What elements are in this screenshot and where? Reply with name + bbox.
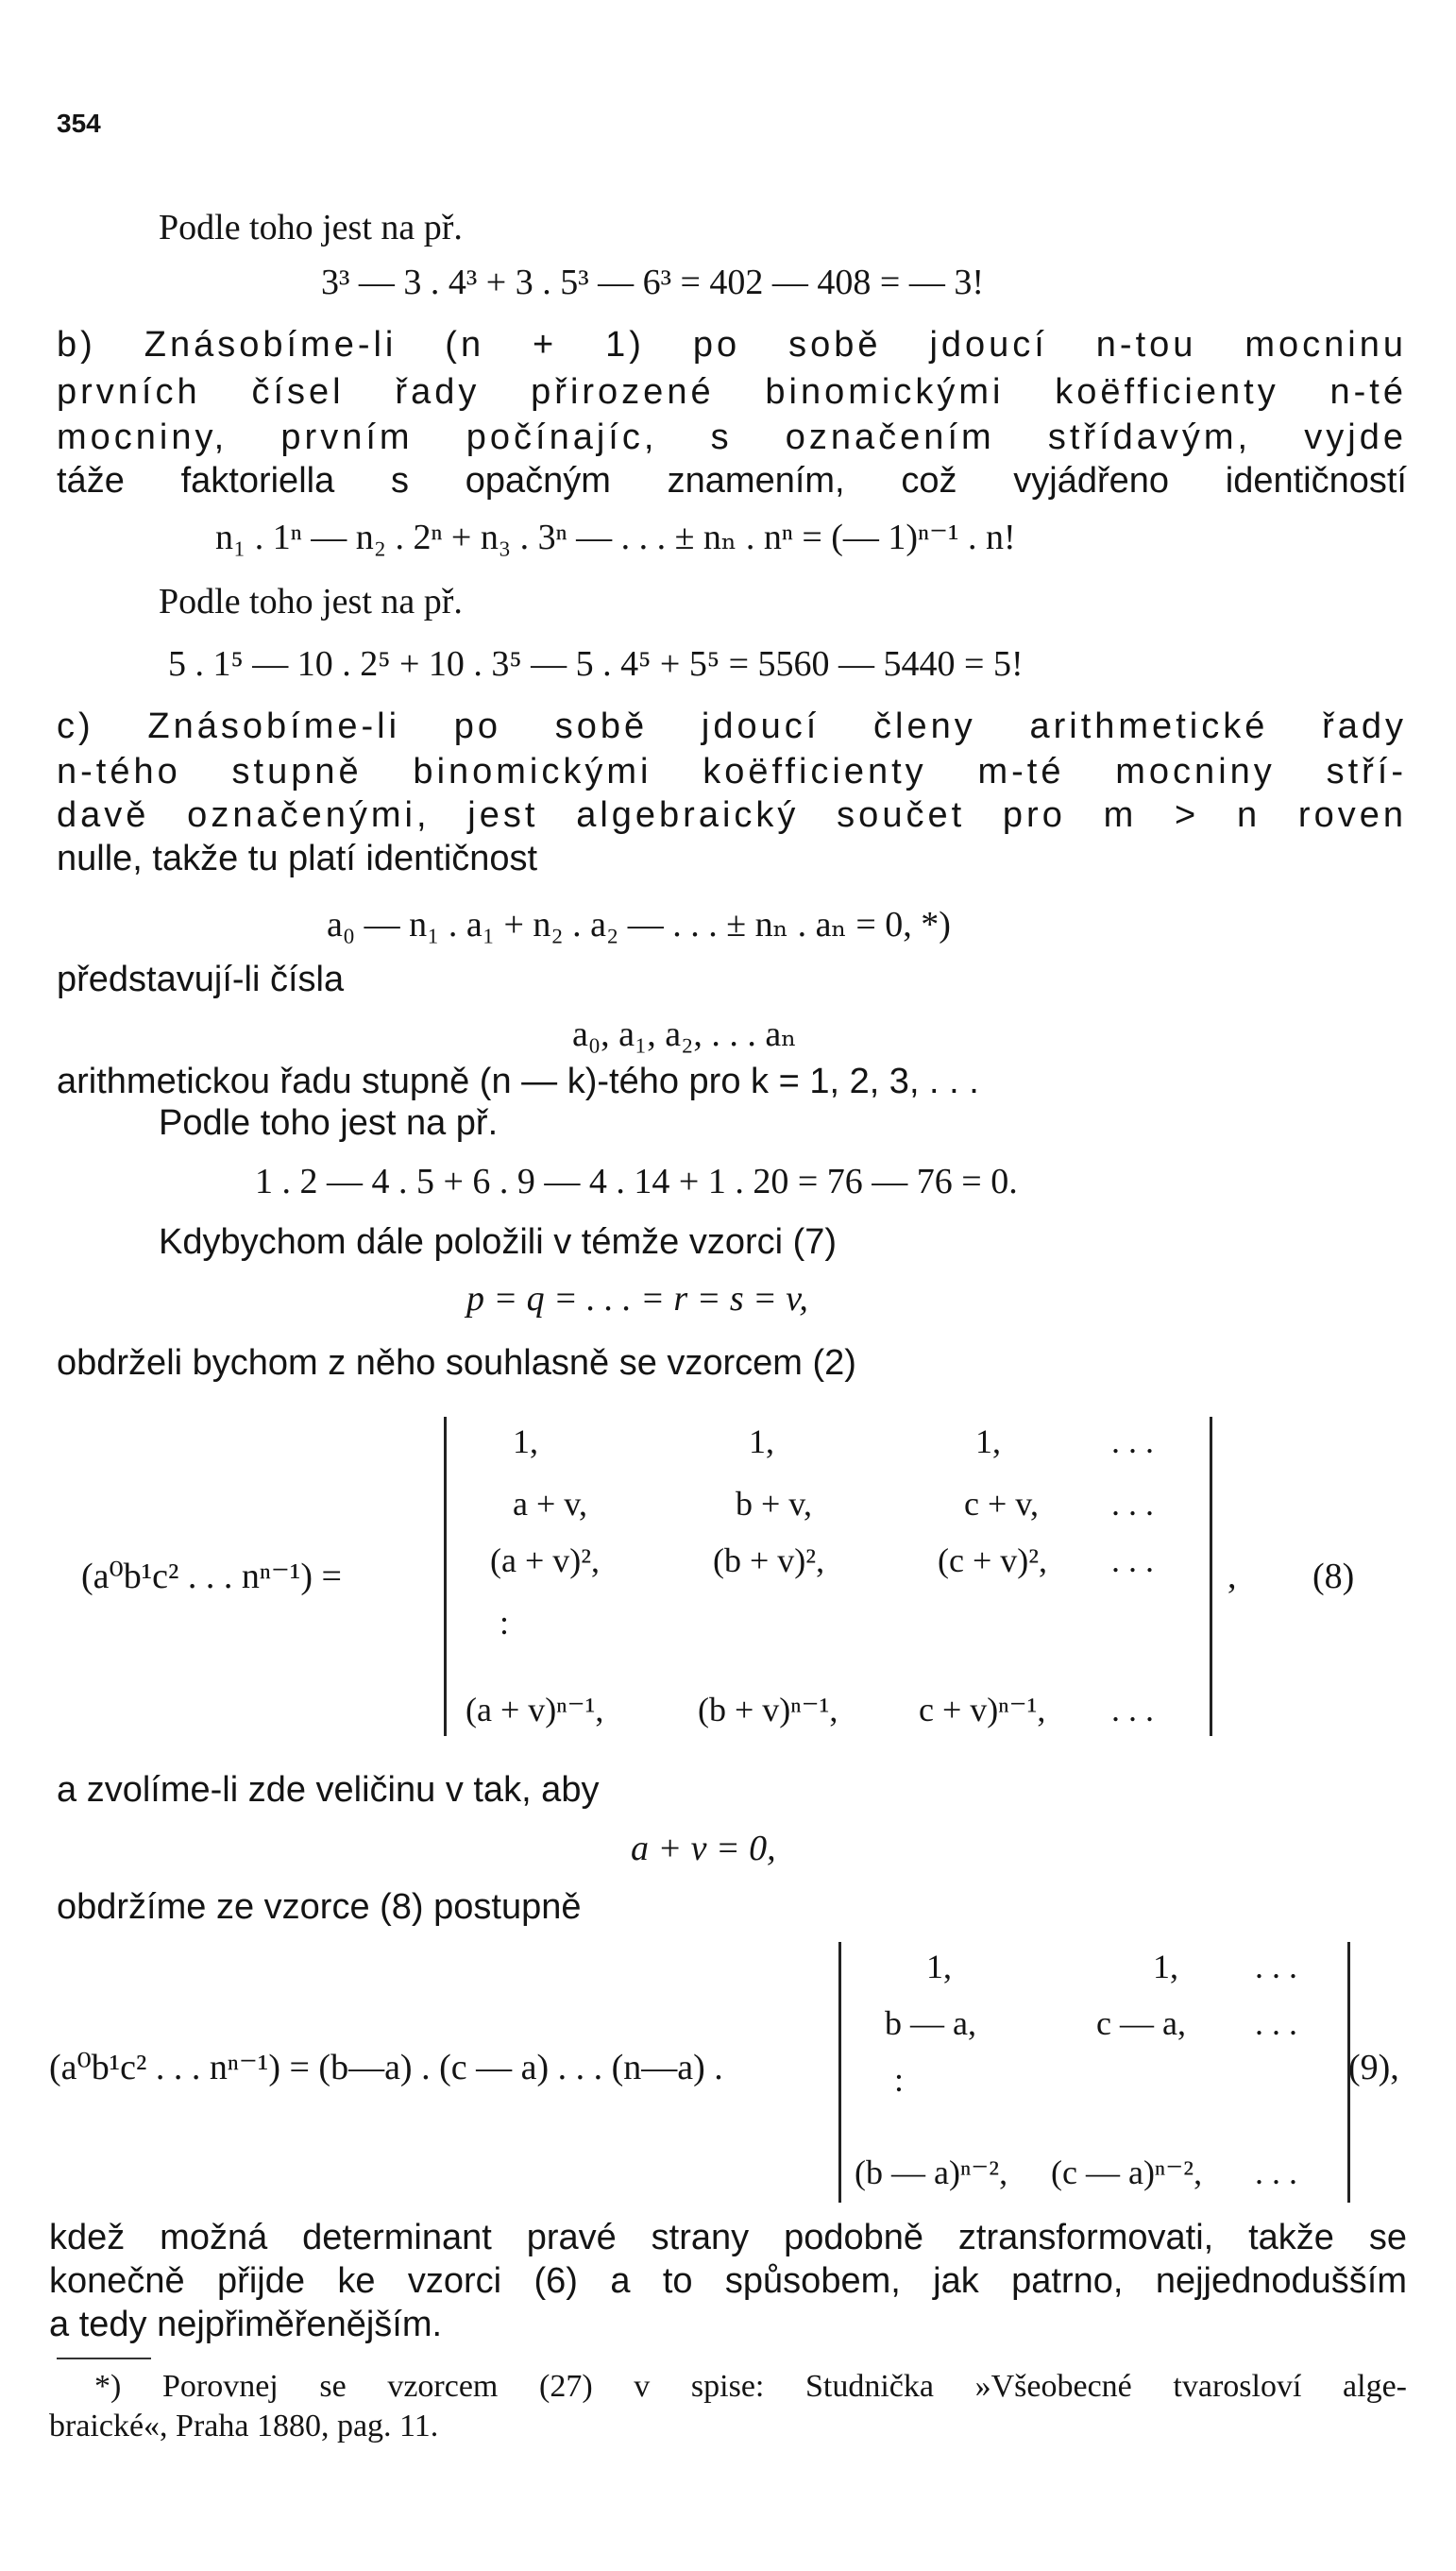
det-cell: . . . — [1111, 1691, 1154, 1728]
equation-number: (9), — [1348, 2048, 1399, 2087]
det-cell: 1, — [513, 1422, 538, 1460]
determinant-lhs: (a⁰b¹c² . . . nⁿ⁻¹) = (b—a) . (c — a) . . . (n—a) . — [49, 2048, 723, 2087]
footnote-line: braické«, Praha 1880, pag. 11. — [49, 2409, 439, 2443]
det-cell: 1, — [926, 1948, 952, 1985]
page-number: 354 — [57, 109, 101, 138]
text-line: kdež možná determinant pravé strany podobně ztransformovati, takže se — [49, 2218, 1407, 2257]
det-cell: . . . — [1111, 1541, 1154, 1579]
text-line: představují-li čísla — [57, 960, 345, 999]
det-cell: (a + v)², — [490, 1541, 601, 1579]
text-line: b) Znásobíme-li (n + 1) po sobě jdoucí n-tou mocninu — [57, 325, 1407, 365]
det-cell: . . . — [1255, 2154, 1297, 2191]
det-cell: a + v, — [513, 1485, 587, 1523]
equation: a₀, a₁, a₂, . . . aₙ — [572, 1014, 797, 1054]
det-cell: 1, — [1153, 1948, 1178, 1985]
footnote-line: *) Porovnej se vzorcem (27) v spise: Studnička »Všeobecné tvarosloví alge- — [94, 2369, 1407, 2404]
det-cell: (a + v)ⁿ⁻¹, — [466, 1691, 604, 1728]
equation: 3³ — 3 . 4³ + 3 . 5³ — 6³ = 402 — 408 = — 3! — [321, 263, 985, 302]
text-line: c) Znásobíme-li po sobě jdoucí členy arithmetické řady — [57, 707, 1407, 746]
text-line: prvních čísel řady přirozené binomickými koëfficienty n-té — [57, 372, 1407, 412]
determinant-lhs: (a⁰b¹c² . . . nⁿ⁻¹) = — [81, 1557, 342, 1596]
text-line: a tedy nejpřiměřenějším. — [49, 2305, 443, 2344]
det-cell: (b — a)ⁿ⁻², — [855, 2154, 1008, 2191]
det-cell: (b + v)ⁿ⁻¹, — [698, 1691, 838, 1728]
det-cell: c — a, — [1096, 2004, 1186, 2042]
text-line: Kdybychom dále položili v témže vzorci (7) — [159, 1222, 838, 1262]
det-cell: c + v)ⁿ⁻¹, — [919, 1691, 1046, 1728]
text-line: Podle toho jest na př. — [159, 208, 463, 247]
det-cell: b + v, — [736, 1485, 812, 1523]
determinant-9 — [838, 1942, 1350, 2203]
text-line: nulle, takže tu platí identičnost — [57, 839, 538, 878]
det-cell: c + v, — [964, 1485, 1039, 1523]
equation: p = q = . . . = r = s = v, — [466, 1279, 808, 1319]
det-cell: : — [499, 1604, 510, 1642]
det-cell: . . . — [1255, 2004, 1297, 2042]
text-line: arithmetickou řadu stupně (n — k)-tého pro k = 1, 2, 3, . . . — [57, 1062, 979, 1101]
det-cell: 1, — [975, 1422, 1001, 1460]
text-line: Podle toho jest na př. — [159, 582, 463, 621]
equation: a₀ — n₁ . a₁ + n₂ . a₂ — . . . ± nₙ . aₙ = 0, *) — [327, 905, 951, 945]
text-line: táže faktoriella s opačným znamením, což vyjádřeno identičností — [57, 461, 1407, 501]
det-cell: . . . — [1255, 1948, 1297, 1985]
equation: 5 . 1⁵ — 10 . 2⁵ + 10 . 3⁵ — 5 . 4⁵ + 5⁵ = 5560 — 5440 = 5! — [168, 644, 1024, 684]
det-cell: 1, — [749, 1422, 774, 1460]
text-line: konečně přijde ke vzorci (6) a to spůsobem, jak patrno, nejjednodušším — [49, 2261, 1407, 2301]
text-line: davě označenými, jest algebraický součet pro m > n roven — [57, 795, 1407, 835]
det-cell: : — [894, 2061, 905, 2099]
det-cell: (c — a)ⁿ⁻², — [1051, 2154, 1203, 2191]
text-line: mocniny, prvním počínajíc, s označením střídavým, vyjde — [57, 417, 1407, 457]
text-line: obdržíme ze vzorce (8) postupně — [57, 1887, 582, 1927]
text-line: obdrželi bychom z něho souhlasně se vzorcem (2) — [57, 1343, 856, 1383]
text-line: n-tého stupně binomickými koëfficienty m-té mocniny stří- — [57, 752, 1407, 792]
equation-number: (8) — [1312, 1557, 1355, 1596]
equation: a + v = 0, — [631, 1829, 776, 1868]
footnote-rule — [57, 2358, 151, 2359]
text-line: a zvolíme-li zde veličinu v tak, aby — [57, 1770, 600, 1810]
det-cell: b — a, — [885, 2004, 976, 2042]
det-cell: . . . — [1111, 1485, 1154, 1523]
determinant-suffix: , — [1227, 1557, 1237, 1596]
det-cell: (c + v)², — [938, 1541, 1048, 1579]
equation: n₁ . 1ⁿ — n₂ . 2ⁿ + n₃ . 3ⁿ — . . . ± nₙ . nⁿ = (— 1)ⁿ⁻¹ . n! — [215, 518, 1016, 557]
determinant-8 — [444, 1417, 1212, 1736]
det-cell: (b + v)², — [713, 1541, 825, 1579]
text-line: Podle toho jest na př. — [159, 1103, 499, 1143]
equation: 1 . 2 — 4 . 5 + 6 . 9 — 4 . 14 + 1 . 20 = 76 — 76 = 0. — [255, 1162, 1018, 1201]
det-cell: . . . — [1111, 1422, 1154, 1460]
